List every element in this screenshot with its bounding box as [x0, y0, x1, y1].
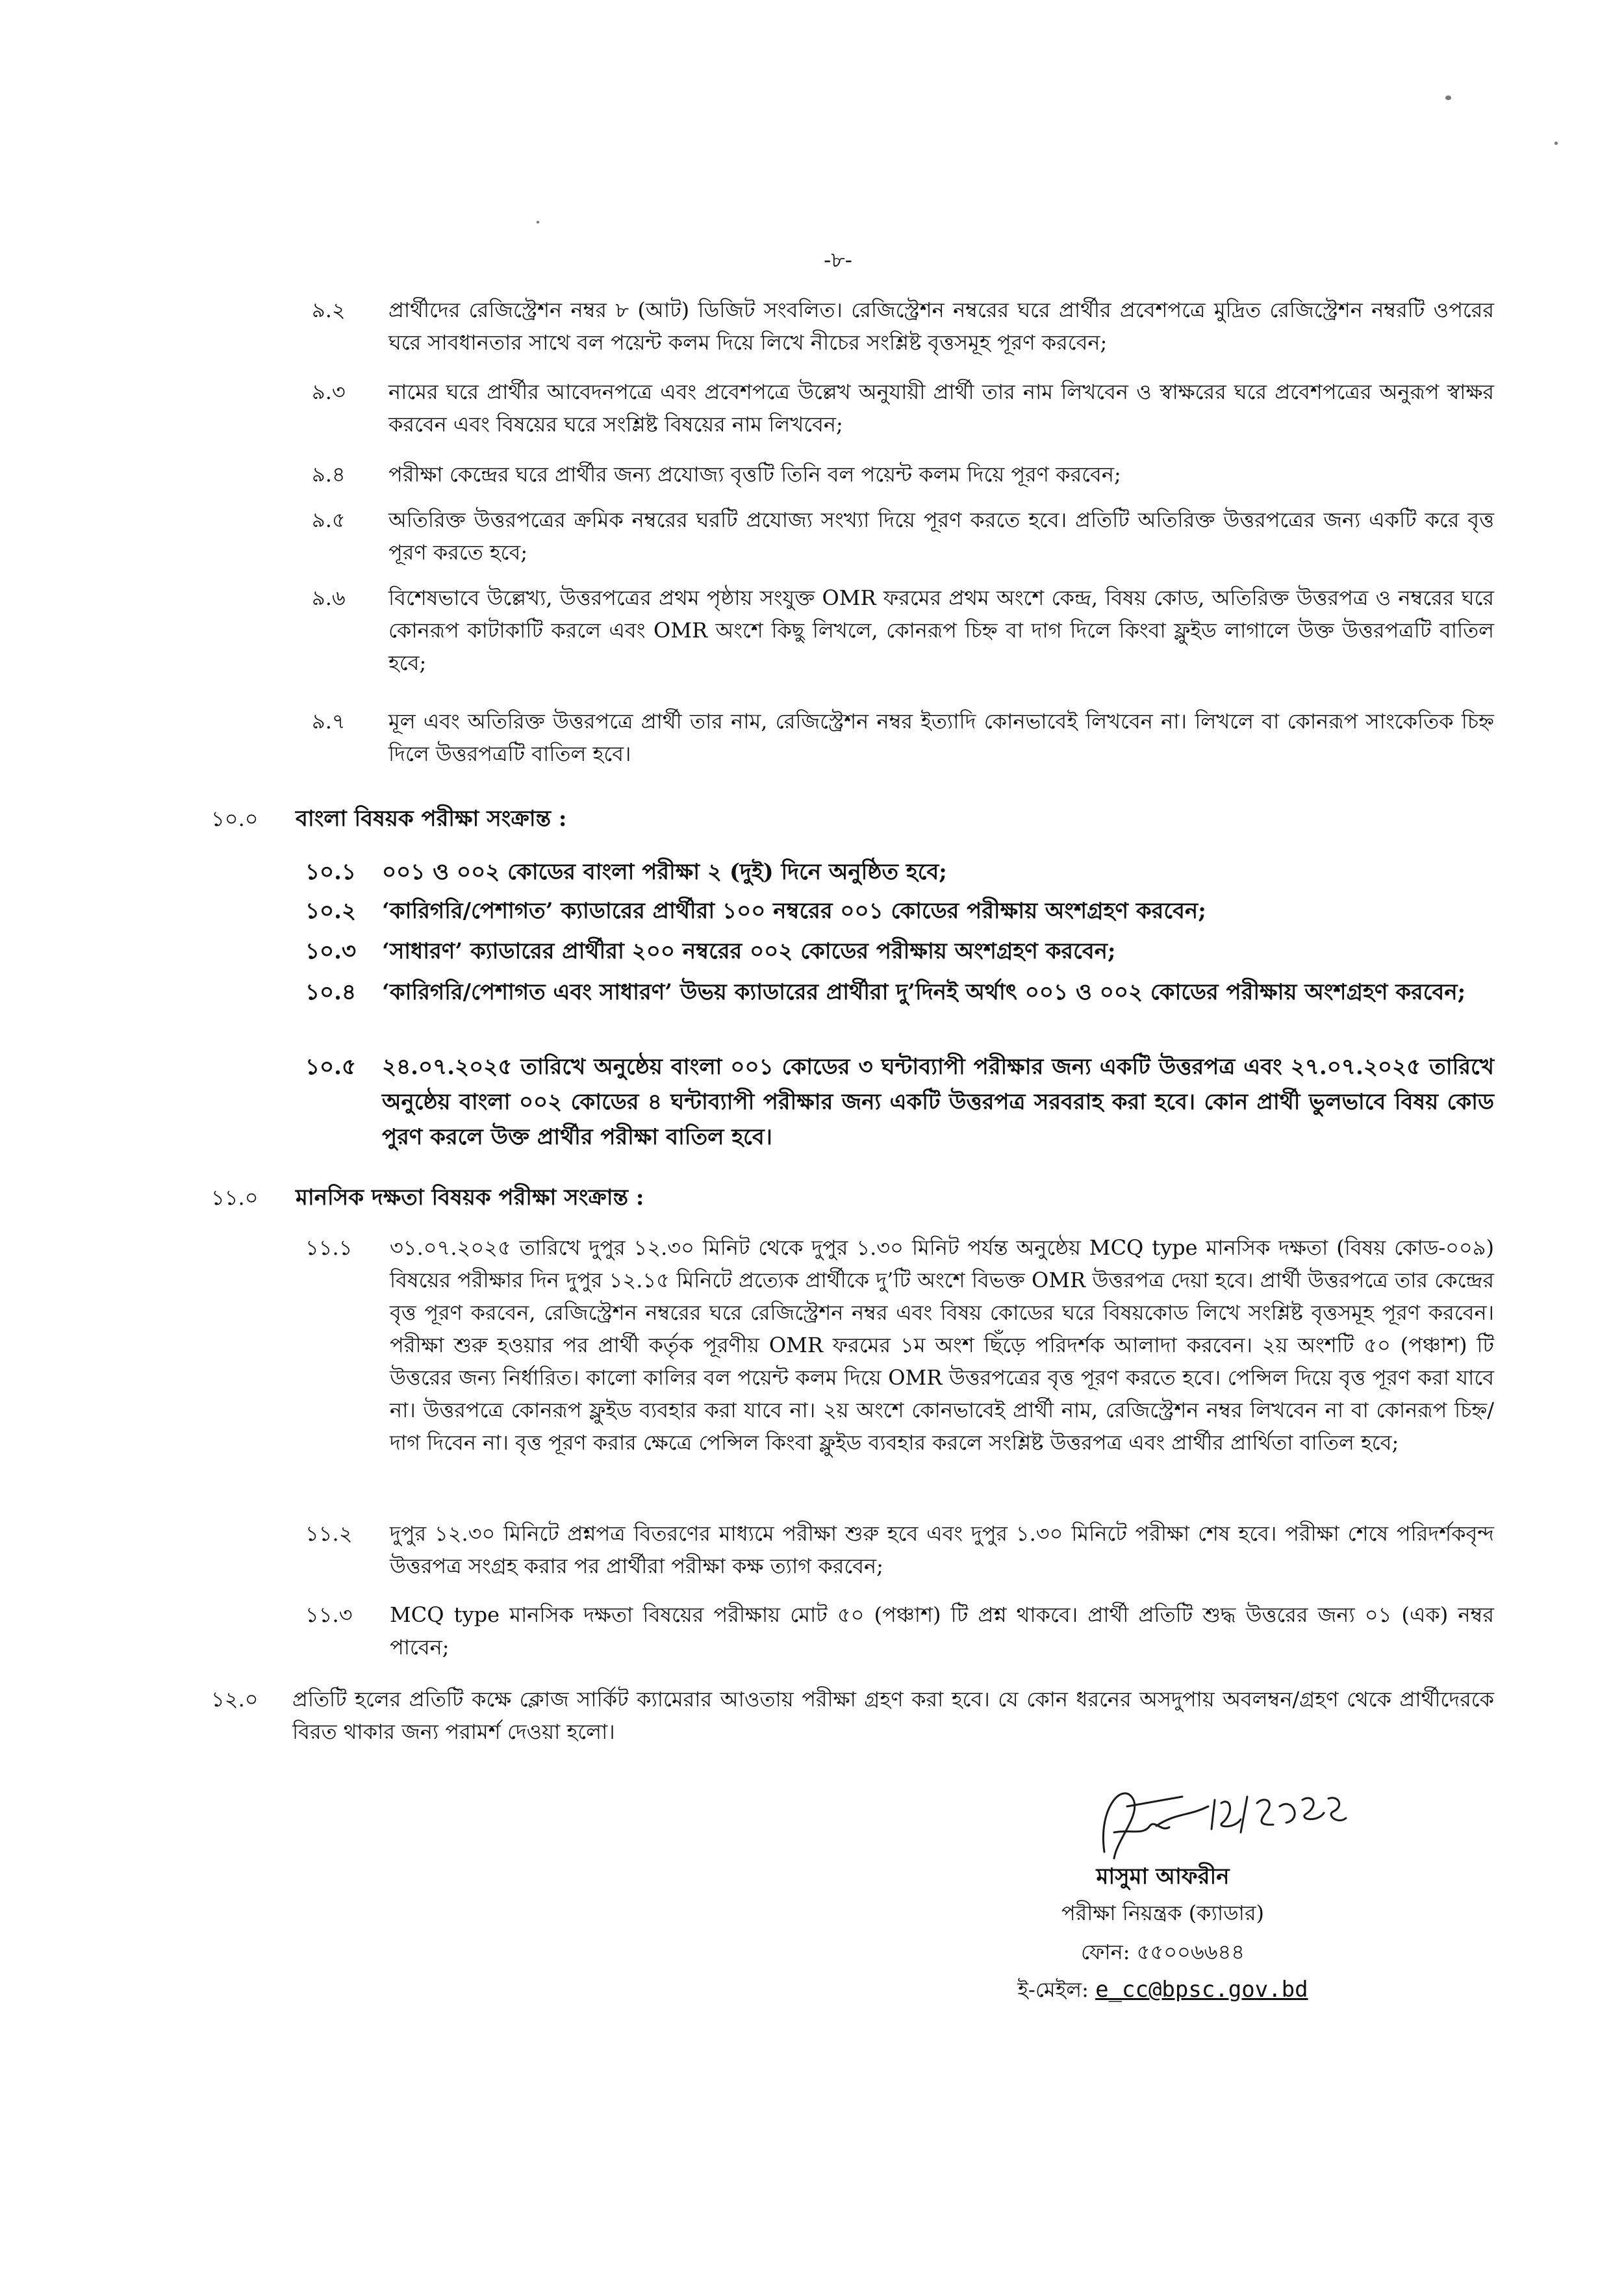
section-number: ১১.০ — [211, 1185, 259, 1210]
scan-speck — [1554, 142, 1558, 145]
page-number: -৮- — [824, 247, 852, 272]
item-text: মূল এবং অতিরিক্ত উত্তরপত্রে প্রার্থী তার নাম, রেজিস্ট্রেশন নম্বর ইত্যাদি কোনভাবেই লিখবেন না। লিখলে বা কোনরূপ সাংকেতিক চিহ্ন দিলে উত্তরপত্রটি বাতিল হবে। — [388, 709, 1494, 766]
item-number: ১০.১ — [305, 859, 357, 885]
item-text: প্রার্থীদের রেজিস্ট্রেশন নম্বর ৮ (আট) ডিজিট সংবলিত। রেজিস্ট্রেশন নম্বরের ঘরে প্রার্থীর প্রবেশপত্রে মুদ্রিত রেজিস্ট্রেশন নম্বরটি ওপরের ঘরে সাবধানতার সাথে বল পয়েন্ট কলম দিয়ে লিখে নীচের সংশ্লিষ্ট বৃত্তসমূহ পূরণ করবেন; — [388, 298, 1494, 355]
item-text: বিশেষভাবে উল্লেখ্য, উত্তরপত্রের প্রথম পৃষ্ঠায় সংযুক্ত OMR ফরমের প্রথম অংশে কেন্দ্র, বিষয় কোড, অতিরিক্ত উত্তরপত্র ও নম্বরের ঘরে কোনরূপ কাটাকাটি করলে এবং OMR অংশে কিছু লিখলে, কোনরূপ চিহ্ন বা দাগ দিলে কিংবা ফ্লুইড লাগালে উক্ত উত্তরপত্রটি বাতিল হবে; — [388, 585, 1494, 675]
item-number: ১০.৪ — [305, 979, 357, 1005]
item-number: ৯.৩ — [312, 379, 346, 404]
handwritten-signature — [1078, 1767, 1351, 1865]
item-number: ১০.৫ — [305, 1054, 357, 1080]
list-item — [305, 1598, 1494, 1670]
list-item — [305, 1231, 1494, 1491]
item-number: ৯.২ — [312, 298, 346, 322]
item-text: ০০১ ও ০০২ কোডের বাংলা পরীক্ষা ২ (দুই) দিনে অনুষ্ঠিত হবে; — [382, 859, 947, 885]
list-item — [211, 1683, 1494, 1754]
item-number: ১১.৩ — [305, 1602, 353, 1627]
item-text: ২৪.০৭.২০২৫ তারিখে অনুষ্ঠেয় বাংলা ০০১ কোডের ৩ ঘন্টাব্যাপী পরীক্ষার জন্য একটি উত্তরপত্র এবং ২৭.০৭.২০২৫ তারিখে অনুষ্ঠেয় বাংলা ০০২ কোডের ৪ ঘন্টাব্যাপী পরীক্ষার জন্য একটি উত্তরপত্র সরবরাহ করা হবে। কোন প্রার্থী ভুলভাবে বিষয় কোড পুরণ করলে উক্ত প্রার্থীর পরীক্ষা বাতিল হবে। — [382, 1054, 1494, 1150]
list-item — [312, 504, 1494, 575]
item-text: দুপুর ১২.৩০ মিনিটে প্রশ্নপত্র বিতরণের মাধ্যমে পরীক্ষা শুরু হবে এবং দুপুর ১.৩০ মিনিটে পরীক্ষা শেষ হবে। পরীক্ষা শেষে পরিদর্শকবৃন্দ উত্তরপত্র সংগ্রহ করার পর প্রার্থীরা পরীক্ষা কক্ষ ত্যাগ করবেন; — [390, 1521, 1494, 1578]
list-item — [312, 705, 1494, 776]
item-number: ১০.২ — [305, 898, 357, 924]
item-text: পরীক্ষা কেন্দ্রের ঘরে প্রার্থীর জন্য প্রযোজ্য বৃত্তটি তিনি বল পয়েন্ট কলম দিয়ে পূরণ করবেন; — [388, 462, 1121, 487]
scan-speck — [537, 221, 539, 224]
item-text: ‘সাধারণ’ ক্যাডারের প্রার্থীরা ২০০ নম্বরের ০০২ কোডের পরীক্ষায় অংশগ্রহণ করবেন; — [382, 938, 1116, 964]
item-text: নামের ঘরে প্রার্থীর আবেদনপত্রে এবং প্রবেশপত্রে উল্লেখ অনুযায়ী প্রার্থী তার নাম লিখবেন ও স্বাক্ষরের ঘরে প্রবেশপত্রের অনুরূপ স্বাক্ষর করবেন এবং বিষয়ের ঘরে সংশ্লিষ্ট বিষয়ের নাম লিখবেন; — [388, 379, 1494, 437]
signatory-phone: ফোন: ৫৫০০৬৬৪৪ — [1081, 1940, 1245, 1964]
list-item — [312, 458, 1494, 494]
item-number: ৯.৪ — [312, 462, 346, 487]
list-item — [305, 1049, 1494, 1159]
item-number: ৯.৬ — [312, 585, 346, 610]
item-text: ‘কারিগরি/পেশাগত এবং সাধারণ’ উভয় ক্যাডারের প্রার্থীরা দু’দিনই অর্থাৎ ০০১ ও ০০২ কোডের পরীক্ষায় অংশগ্রহণ করবেন; — [382, 979, 1466, 1005]
item-number: ১১.১ — [305, 1235, 353, 1260]
signatory-email-row — [961, 1973, 1364, 2007]
scan-speck — [1445, 96, 1451, 100]
list-item — [305, 1517, 1494, 1589]
item-number: ১১.২ — [305, 1521, 353, 1546]
section-heading: মানসিক দক্ষতা বিষয়ক পরীক্ষা সংক্রান্ত : — [296, 1185, 644, 1211]
section-heading: বাংলা বিষয়ক পরীক্ষা সংক্রান্ত : — [296, 806, 567, 832]
item-number: ৯.৫ — [312, 507, 346, 532]
item-number: ৯.৭ — [312, 709, 346, 734]
list-item — [312, 376, 1494, 447]
section-number: ১২.০ — [211, 1687, 259, 1712]
list-item — [305, 934, 1494, 970]
signature-block — [961, 1767, 1364, 2053]
section-number: ১০.০ — [211, 806, 259, 831]
list-item — [312, 582, 1494, 686]
item-text: MCQ type মানসিক দক্ষতা বিষয়ের পরীক্ষায় মোট ৫০ (পঞ্চাশ) টি প্রশ্ন থাকবে। প্রার্থী প্রতিটি শুদ্ধ উত্তরের জন্য ০১ (এক) নম্বর পাবেন; — [390, 1602, 1494, 1660]
email-label: ই-মেইল: — [1017, 1977, 1089, 2002]
item-number: ১০.৩ — [305, 938, 357, 964]
item-text: ৩১.০৭.২০২৫ তারিখে দুপুর ১২.৩০ মিনিট থেকে দুপুর ১.৩০ মিনিট পর্যন্ত অনুষ্ঠেয় MCQ type মানসিক দক্ষতা (বিষয় কোড-০০৯) বিষয়ের পরীক্ষার দিন দুপুর ১২.১৫ মিনিটে প্রত্যেক প্রার্থীকে দু’টি অংশে বিভক্ত OMR উত্তরপত্র দেয়া হবে। প্রার্থী উত্তরপত্রে তার কেন্দ্রের বৃত্ত পূরণ করবেন, রেজিস্ট্রেশন নম্বরের ঘরে রেজিস্ট্রেশন নম্বর এবং বিষয় কোডের ঘরে বিষয়কোড লিখে সংশ্লিষ্ট বৃত্তসমূহ পূরণ করবেন। পরীক্ষা শুরু হওয়ার পর প্রার্থী কর্তৃক পূরণীয় OMR ফরমের ১ম অংশ ছিঁড়ে পরিদর্শক আলাদা করবেন। ২য় অংশটি ৫০ (পঞ্চাশ) টি উত্তরের জন্য নির্ধারিত। কালো কালির বল পয়েন্ট কলম দিয়ে OMR উত্তরপত্রের বৃত্ত পূরণ করতে হবে। পেন্সিল দিয়ে বৃত্ত পূরণ করা যাবে না। উত্তরপত্রে কোনরূপ ফ্লুইড ব্যবহার করা যাবে না। ২য় অংশে কোনভাবেই প্রার্থী নাম, রেজিস্ট্রেশন নম্বর লিখবেন না বা কোনরূপ চিহ্ন/দাগ দিবেন না। বৃত্ত পূরণ করার ক্ষেত্রে পেন্সিল কিংবা ফ্লুইড ব্যবহার করলে সংশ্লিষ্ট উত্তরপত্র এবং প্রার্থীর প্রার্থিতা বাতিল হবে; — [390, 1235, 1494, 1455]
list-item — [305, 854, 1494, 891]
signatory-name: মাসুমা আফরীন — [1096, 1864, 1230, 1890]
email-link[interactable]: e_cc@bpsc.gov.bd — [1095, 1977, 1308, 2003]
list-item — [312, 294, 1494, 365]
list-item — [305, 893, 1494, 930]
item-text: অতিরিক্ত উত্তরপত্রের ক্রমিক নম্বরের ঘরটি প্রযোজ্য সংখ্যা দিয়ে পূরণ করতে হবে। প্রতিটি অতিরিক্ত উত্তরপত্রের জন্য একটি করে বৃত্ত পূরণ করতে হবে; — [388, 507, 1494, 565]
item-text: প্রতিটি হলের প্রতিটি কক্ষে ক্লোজ সার্কিট ক্যামেরার আওতায় পরীক্ষা গ্রহণ করা হবে। যে কোন ধরনের অসদুপায় অবলম্বন/গ্রহণ থেকে প্রার্থীদেরকে বিরত থাকার জন্য পরামর্শ দেওয়া হলো। — [292, 1687, 1494, 1744]
signatory-designation: পরীক্ষা নিয়ন্ত্রক (ক্যাডার) — [1061, 1901, 1265, 1925]
list-item — [305, 975, 1494, 1047]
item-text: ‘কারিগরি/পেশাগত’ ক্যাডারের প্রার্থীরা ১০০ নম্বরের ০০১ কোডের পরীক্ষায় অংশগ্রহণ করবেন; — [382, 898, 1206, 924]
